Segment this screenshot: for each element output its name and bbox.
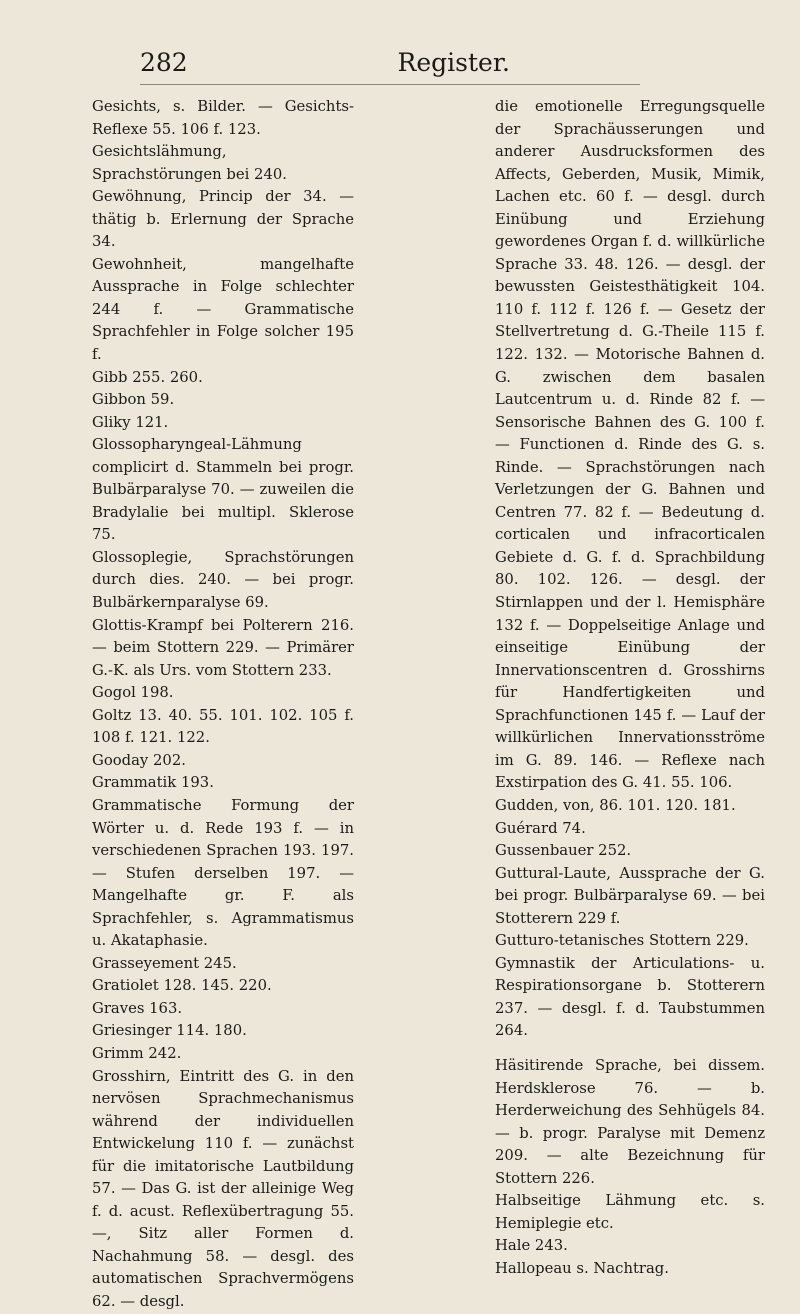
section-gap <box>495 1043 765 1055</box>
entry-grasseyement: Grasseyement 245. <box>92 954 237 972</box>
entry-gutturo-tetanisches: Gutturo-tetanisches Stottern 229. <box>495 932 749 950</box>
right-column <box>495 96 765 1280</box>
entry-guerard: Guérard 74. <box>495 819 586 837</box>
entry-hale: Hale 243. <box>495 1237 568 1255</box>
entry-gibb: Gibb 255. 260. <box>92 368 203 386</box>
entry-grosshirn-continued: die emotionelle Erregungsquelle der Sprachäusserungen und anderer Ausdrucksformen des Affects, Geberden, Musik, Mimik, Lachen etc. 60 f. — desgl. durch Einübung und Erziehung gewordenes Organ f. d. willkürliche Sprache 33. 48. 126. — desgl. der bewussten Geistesthätigkeit 104. 110 f. 112 f. 126 f. — Gesetz der Stellvertretung d. G.-Theile 115 f. 122. 132. — Motorische Bahnen d. G. zwischen dem basalen Lautcentrum u. d. Rinde 82 f. — Sensorische Bahnen des G. 100 f. — Functionen d. Rinde des G. s. Rinde. — Sprachstörungen nach Verletzungen der G. Bahnen und Centren 77. 82 f. — Bedeutung d. corticalen und infracorticalen Gebiete d. G. f. d. Sprachbildung 80. 102. 126. — desgl. der Stirnlappen und der l. Hemisphäre 132 f. — Doppelseitige Anlage und einseitige Einübung der Innervationscentren d. Grosshirns für Handfertigkeiten und Sprachfunctionen 145 f. — Lauf der willkürlichen Innervationsströme im G. 89. 146. — Reflexe nach Exstirpation des G. 41. 55. 106. <box>495 98 765 792</box>
entry-goltz: Goltz 13. 40. 55. 101. 102. 105 f. 108 f. 121. 122. <box>92 706 354 747</box>
entry-gesichtslaehmung: Gesichtslähmung, Sprachstörungen bei 240. <box>92 143 287 183</box>
entry-gudden: Gudden, von, 86. 101. 120. 181. <box>495 796 736 814</box>
entry-grimm: Grimm 242. <box>92 1044 182 1062</box>
entry-gewoehnung: Gewöhnung, Princip der 34. — thätig b. Erlernung der Sprache 34. <box>92 188 354 251</box>
entry-gogol: Gogol 198. <box>92 684 174 702</box>
entry-grammatik: Grammatik 193. <box>92 774 214 792</box>
entry-hallopeau: Hallopeau s. Nachtrag. <box>495 1259 669 1277</box>
entry-gussenbauer: Gussenbauer 252. <box>495 842 632 860</box>
entry-gewohnheit: Gewohnheit, mangelhafte Aussprache in Folge schlechter 244 f. — Grammatische Sprachfehler in Folge solcher 195 f. <box>92 255 354 364</box>
entry-grammatische-formung: Grammatische Formung der Wörter u. d. Rede 193 f. — in verschiedenen Sprachen 193. 197. — Stufen derselben 197. — Mangelhafte gr. F. als Sprachfehler, s. Agrammatismus u. Akataphasie. <box>92 796 354 950</box>
entry-glottis-krampf: Glottis-Krampf bei Polterern 216. — beim Stottern 229. — Primärer G.-K. als Urs. vom Stottern 233. <box>92 616 354 679</box>
entry-gibbon: Gibbon 59. <box>92 391 175 409</box>
entry-glossoplegie: Glossoplegie, Sprachstörungen durch dies. 240. — bei progr. Bulbärkernparalyse 69. <box>92 548 354 612</box>
entry-griesinger: Griesinger 114. 180. <box>92 1022 247 1040</box>
left-column <box>92 96 354 1314</box>
entry-guttural-laute: Guttural-Laute, Aussprache der G. bei progr. Bulbärparalyse 69. — bei Stotterern 229 f. <box>495 864 765 927</box>
page-header <box>0 48 800 88</box>
header-rule <box>140 84 640 85</box>
entry-gesichts: Gesichts, s. Bilder. — Gesichts-Reflexe 55. 106 f. 123. <box>92 98 354 138</box>
entry-gratiolet: Gratiolet 128. 145. 220. <box>92 977 272 995</box>
entry-graves: Graves 163. <box>92 999 183 1017</box>
entry-gymnastik: Gymnastik der Articulations- u. Respirationsorgane b. Stotterern 237. — desgl. f. d. Taubstummen 264. <box>495 954 765 1040</box>
entry-grosshirn: Grosshirn, Eintritt des G. in den nervösen Sprachmechanismus während der individuellen Entwickelung 110 f. — zunächst für die imitatorische Lautbildung 57. — Das G. ist der alleinige Weg f. d. acust. Reflexübertragung 55. —, Sitz aller Formen d. Nachahmung 58. — desgl. des automatischen Sprachvermögens 62. — desgl. <box>92 1067 354 1310</box>
entry-gliky: Gliky 121. <box>92 413 169 431</box>
page-number: 282 <box>140 48 188 77</box>
page-title: Register. <box>397 48 510 77</box>
entry-haesitirende-sprache: Häsitirende Sprache, bei dissem. Herdsklerose 76. — b. Herderweichung des Sehhügels 84. — b. progr. Paralyse mit Demenz 209. — alte Bezeichnung für Stottern 226. <box>495 1056 765 1187</box>
entry-glossopharyngeal: Glossopharyngeal-Lähmung complicirt d. Stammeln bei progr. Bulbärparalyse 70. — zuweilen die Bradylalie bei multipl. Sklerose 75. <box>92 436 354 544</box>
entry-gooday: Gooday 202. <box>92 751 186 769</box>
entry-halbseitige-laehmung: Halbseitige Lähmung etc. s. Hemiplegie etc. <box>495 1192 765 1232</box>
